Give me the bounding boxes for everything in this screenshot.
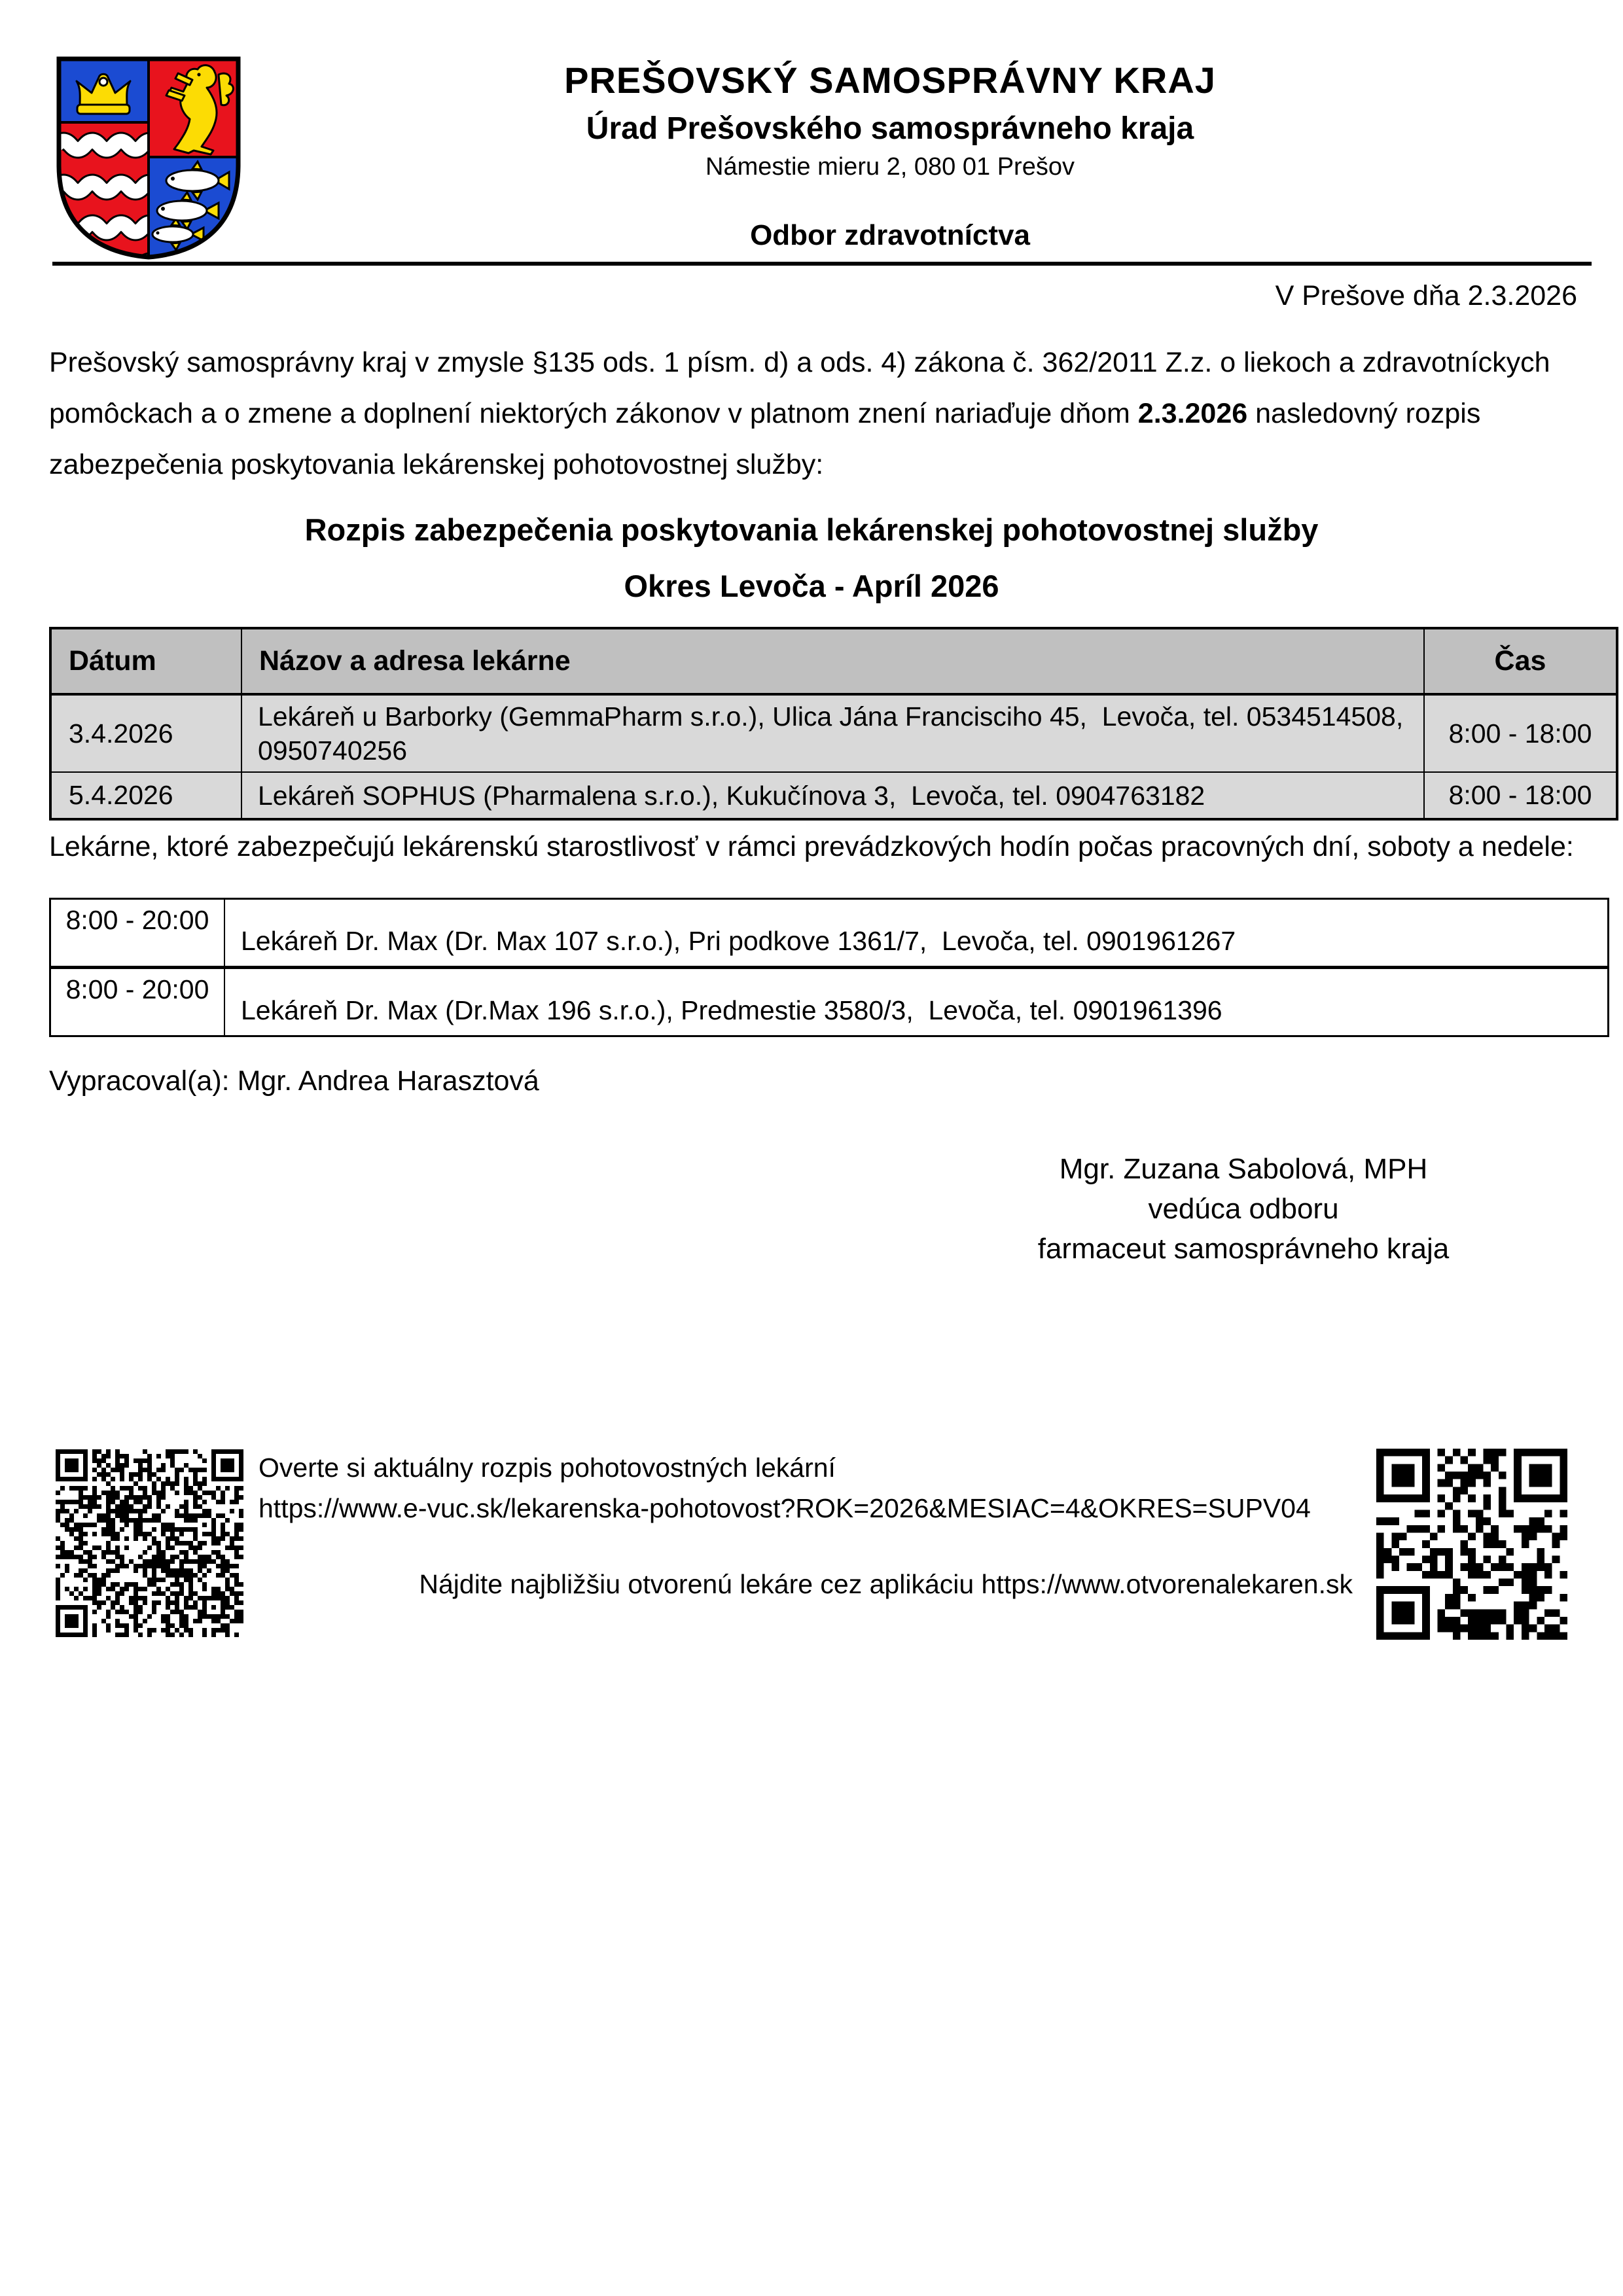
regular-hours-note: Lekárne, ktoré zabezpečujú lekárenskú starostlivosť v rámci prevádzkových hodín počas pracovných dní, soboty a nedele: [49,831,1574,862]
cell-time: 8:00 - 20:00 [50,968,225,1036]
intro-text-after: nasledovný rozpis zabezpečenia poskytovania lekárenskej pohotovostnej služby: [49,398,1481,480]
signatory-name: Mgr. Zuzana Sabolová, MPH [1059,1153,1428,1185]
signatory-role: vedúca odboru [1148,1193,1339,1225]
organization-name: PREŠOVSKÝ SAMOSPRÁVNY KRAJ [564,60,1216,101]
letterhead [249,59,1531,252]
cell-time: 8:00 - 18:00 [1424,694,1617,772]
office-address: Námestie mieru 2, 080 01 Prešov [705,153,1075,181]
cell-pharmacy: Lekáreň Dr. Max (Dr. Max 107 s.r.o.), Pri podkove 1361/7, Levoča, tel. 0901961267 [224,899,1609,968]
intro-effective-date: 2.3.2026 [1137,398,1248,429]
department-name: Odbor zdravotníctva [750,219,1030,251]
cell-date: 3.4.2026 [50,694,241,772]
place-date-line: V Prešove dňa 2.3.2026 [1275,280,1577,311]
qr-code-otvorenalekaren-icon [1376,1449,1567,1640]
app-text: Nájdite najbližšiu otvorenú lekáre cez aplikáciu https://www.otvorenalekaren.sk [419,1569,1353,1599]
header-divider [52,262,1592,266]
office-name: Úrad Prešovského samosprávneho kraja [586,111,1194,146]
prepared-by-line: Vypracoval(a): Mgr. Andrea Harasztová [49,1065,539,1097]
cell-pharmacy: Lekáreň Dr. Max (Dr.Max 196 s.r.o.), Predmestie 3580/3, Levoča, tel. 0901961396 [224,968,1609,1036]
schedule-subtitle: Okres Levoča - Apríl 2026 [624,569,999,603]
column-header-date: Dátum [50,628,241,694]
table-row [50,968,1609,1036]
cell-time: 8:00 - 20:00 [50,899,225,968]
emergency-schedule-table [49,627,1592,821]
signature-block [916,1149,1571,1269]
table-header-row [50,628,1617,694]
cell-date: 5.4.2026 [50,772,241,819]
intro-paragraph [49,337,1554,490]
cell-pharmacy: Lekáreň u Barborky (GemmaPharm s.r.o.), Ulica Jána Francisciho 45, Levoča, tel. 0534514508, 0950740256 [241,694,1424,772]
signatory-role2: farmaceut samosprávneho kraja [1037,1233,1450,1265]
regular-hours-table [49,898,1574,1037]
table-row [50,772,1617,819]
cell-pharmacy: Lekáreň SOPHUS (Pharmalena s.r.o.), Kukučínova 3, Levoča, tel. 0904763182 [241,772,1424,819]
verify-text: Overte si aktuálny rozpis pohotovostných lekární [259,1453,836,1483]
schedule-title: Rozpis zabezpečenia poskytovania lekárenskej pohotovostnej služby [304,512,1319,547]
qr-code-evuc-icon [56,1449,243,1637]
presov-region-coat-of-arms [54,55,243,261]
intro-text-before: Prešovský samosprávny kraj v zmysle §135 ods. 1 písm. d) a ods. 4) zákona č. 362/2011 Z.z. o liekoch a zdravotníckych pomôckach a o zmene a doplnení niektorých zákonov v platnom znení nariaďuje dňom [49,347,1550,429]
column-header-time: Čas [1424,628,1617,694]
table-row [50,899,1609,968]
column-header-name: Názov a adresa lekárne [241,628,1424,694]
verify-url: https://www.e-vuc.sk/lekarenska-pohotovost?ROK=2026&MESIAC=4&OKRES=SUPV04 [259,1493,1311,1523]
table-row [50,694,1617,772]
cell-time: 8:00 - 18:00 [1424,772,1617,819]
